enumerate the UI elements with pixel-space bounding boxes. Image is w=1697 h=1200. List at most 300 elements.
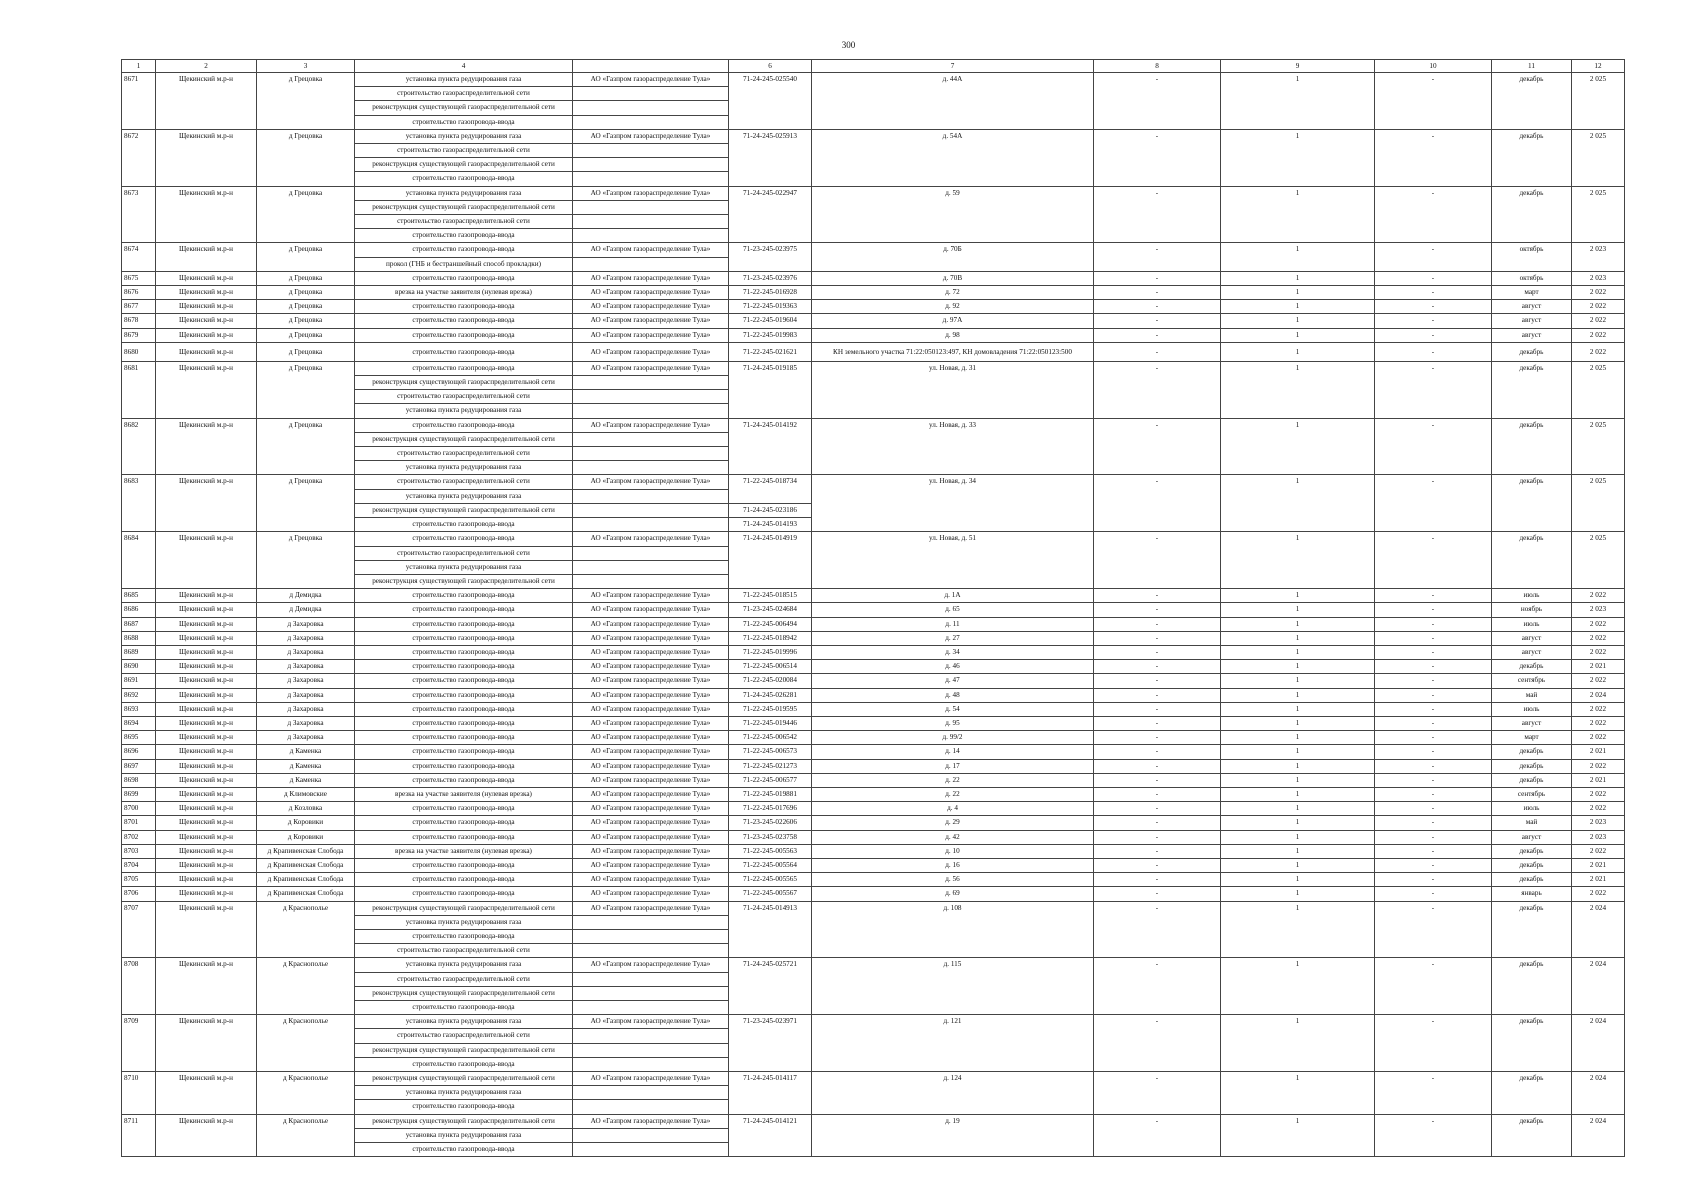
month-cell: декабрь	[1492, 418, 1572, 475]
work-type-cell: реконструкция существующей газораспределительной сети	[355, 986, 573, 1000]
address-cell: д. 95	[812, 716, 1094, 730]
district-cell: Щекинский м.р-н	[156, 631, 257, 645]
address-cell: д. 121	[812, 1015, 1094, 1072]
year-cell: 2 025	[1572, 73, 1625, 130]
year-cell: 2 022	[1572, 802, 1625, 816]
header-cell: 2	[156, 60, 257, 73]
organization-cell	[573, 489, 729, 503]
locality-cell: д Захаровка	[257, 716, 355, 730]
locality-cell: д Захаровка	[257, 660, 355, 674]
locality-cell: д Коровики	[257, 816, 355, 830]
col9-cell: 1	[1221, 418, 1375, 475]
district-cell: Щекинский м.р-н	[156, 271, 257, 285]
record-id-cell: 8679	[122, 328, 156, 342]
district-cell: Щекинский м.р-н	[156, 702, 257, 716]
work-type-cell: строительство газораспределительной сети	[355, 972, 573, 986]
year-cell: 2 024	[1572, 901, 1625, 958]
address-cell: д. 92	[812, 300, 1094, 314]
application-code-cell: 71-24-245-014919	[729, 532, 812, 589]
application-code-cell: 71-24-245-014117	[729, 1072, 812, 1115]
year-cell: 2 022	[1572, 314, 1625, 328]
month-cell: декабрь	[1492, 129, 1572, 186]
year-cell: 2 022	[1572, 674, 1625, 688]
col8-cell: -	[1094, 745, 1221, 759]
district-cell: Щекинский м.р-н	[156, 731, 257, 745]
organization-cell	[573, 376, 729, 390]
col10-cell: -	[1375, 631, 1492, 645]
table-row	[122, 1114, 1625, 1128]
col10-cell: -	[1375, 286, 1492, 300]
col10-cell: -	[1375, 589, 1492, 603]
col9-cell: 1	[1221, 688, 1375, 702]
work-type-cell: строительство газораспределительной сети	[355, 390, 573, 404]
record-id-cell: 8677	[122, 300, 156, 314]
month-cell: июль	[1492, 589, 1572, 603]
application-code-cell: 71-22-245-005565	[729, 873, 812, 887]
district-cell: Щекинский м.р-н	[156, 300, 257, 314]
col8-cell: -	[1094, 617, 1221, 631]
locality-cell: д Климовские	[257, 787, 355, 801]
col8-cell: -	[1094, 532, 1221, 589]
district-cell: Щекинский м.р-н	[156, 830, 257, 844]
address-cell: д. 65	[812, 603, 1094, 617]
locality-cell: д Грецовка	[257, 361, 355, 418]
record-id-cell: 8687	[122, 617, 156, 631]
organization-cell: АО «Газпром газораспределение Тула»	[573, 830, 729, 844]
col9-cell: 1	[1221, 300, 1375, 314]
record-id-cell: 8683	[122, 475, 156, 532]
year-cell: 2 023	[1572, 603, 1625, 617]
application-code-cell: 71-24-245-025913	[729, 129, 812, 186]
application-code-cell: 71-22-245-006514	[729, 660, 812, 674]
col9-cell: 1	[1221, 830, 1375, 844]
table-row	[122, 731, 1625, 745]
year-cell: 2 022	[1572, 787, 1625, 801]
month-cell: октябрь	[1492, 271, 1572, 285]
col9-cell: 1	[1221, 328, 1375, 342]
table-row	[122, 688, 1625, 702]
organization-cell: АО «Газпром газораспределение Тула»	[573, 475, 729, 489]
district-cell: Щекинский м.р-н	[156, 418, 257, 475]
organization-cell: АО «Газпром газораспределение Тула»	[573, 589, 729, 603]
address-cell: д. 115	[812, 958, 1094, 1015]
header-cell: 10	[1375, 60, 1492, 73]
application-code-cell: 71-22-245-005567	[729, 887, 812, 901]
month-cell: декабрь	[1492, 1015, 1572, 1072]
application-code-cell: 71-24-245-014192	[729, 418, 812, 475]
organization-cell: АО «Газпром газораспределение Тула»	[573, 532, 729, 546]
organization-cell: АО «Газпром газораспределение Тула»	[573, 1015, 729, 1029]
col8-cell: -	[1094, 873, 1221, 887]
record-id-cell: 8691	[122, 674, 156, 688]
record-id-cell: 8678	[122, 314, 156, 328]
month-cell: октябрь	[1492, 243, 1572, 271]
application-code-cell: 71-22-245-019595	[729, 702, 812, 716]
record-id-cell: 8695	[122, 731, 156, 745]
work-type-cell: реконструкция существующей газораспределительной сети	[355, 901, 573, 915]
organization-cell	[573, 87, 729, 101]
col10-cell: -	[1375, 271, 1492, 285]
address-cell: д. 22	[812, 773, 1094, 787]
work-type-cell: строительство газопровода-ввода	[355, 314, 573, 328]
organization-cell	[573, 1128, 729, 1142]
organization-cell: АО «Газпром газораспределение Тула»	[573, 1114, 729, 1128]
col9-cell: 1	[1221, 773, 1375, 787]
col8-cell: -	[1094, 958, 1221, 1015]
table-row	[122, 617, 1625, 631]
record-id-cell: 8688	[122, 631, 156, 645]
col9-cell: 1	[1221, 787, 1375, 801]
organization-cell	[573, 158, 729, 172]
table-row	[122, 1015, 1625, 1029]
col8-cell: -	[1094, 286, 1221, 300]
organization-cell: АО «Газпром газораспределение Тула»	[573, 603, 729, 617]
month-cell: декабрь	[1492, 773, 1572, 787]
work-type-cell: реконструкция существующей газораспределительной сети	[355, 101, 573, 115]
month-cell: август	[1492, 716, 1572, 730]
col8-cell: -	[1094, 731, 1221, 745]
col10-cell: -	[1375, 901, 1492, 958]
col8-cell: -	[1094, 858, 1221, 872]
locality-cell: д Крапивенская Слобода	[257, 844, 355, 858]
organization-cell	[573, 404, 729, 418]
work-type-cell: реконструкция существующей газораспределительной сети	[355, 1043, 573, 1057]
record-id-cell: 8673	[122, 186, 156, 243]
work-type-cell: строительство газопровода-ввода	[355, 759, 573, 773]
district-cell: Щекинский м.р-н	[156, 286, 257, 300]
col9-cell: 1	[1221, 271, 1375, 285]
district-cell: Щекинский м.р-н	[156, 186, 257, 243]
organization-cell: АО «Газпром газораспределение Тула»	[573, 873, 729, 887]
col8-cell: -	[1094, 645, 1221, 659]
address-cell: ул. Новая, д. 31	[812, 361, 1094, 418]
work-type-cell: строительство газопровода-ввода	[355, 243, 573, 257]
header-cell: 4	[355, 60, 573, 73]
month-cell: май	[1492, 816, 1572, 830]
work-type-cell: строительство газопровода-ввода	[355, 617, 573, 631]
application-code-cell: 71-22-245-018515	[729, 589, 812, 603]
work-type-cell: строительство газопровода-ввода	[355, 1143, 573, 1157]
year-cell: 2 022	[1572, 328, 1625, 342]
col8-cell: -	[1094, 844, 1221, 858]
organization-cell: АО «Газпром газораспределение Тула»	[573, 243, 729, 257]
organization-cell: АО «Газпром газораспределение Тула»	[573, 802, 729, 816]
work-type-cell: строительство газопровода-ввода	[355, 361, 573, 375]
table-row	[122, 745, 1625, 759]
year-cell: 2 023	[1572, 816, 1625, 830]
month-cell: декабрь	[1492, 759, 1572, 773]
locality-cell: д Грецовка	[257, 300, 355, 314]
table-row	[122, 858, 1625, 872]
month-cell: август	[1492, 300, 1572, 314]
district-cell: Щекинский м.р-н	[156, 759, 257, 773]
address-cell: КН земельного участка 71:22:050123:497, КН домовладения 71:22:050123:500	[812, 342, 1094, 361]
locality-cell: д Захаровка	[257, 688, 355, 702]
district-cell: Щекинский м.р-н	[156, 773, 257, 787]
col10-cell: -	[1375, 858, 1492, 872]
address-cell: д. 47	[812, 674, 1094, 688]
locality-cell: д Грецовка	[257, 532, 355, 589]
organization-cell	[573, 560, 729, 574]
organization-cell	[573, 929, 729, 943]
locality-cell: д Демидка	[257, 589, 355, 603]
year-cell: 2 021	[1572, 773, 1625, 787]
record-id-cell: 8676	[122, 286, 156, 300]
record-id-cell: 8706	[122, 887, 156, 901]
month-cell: декабрь	[1492, 844, 1572, 858]
record-id-cell: 8680	[122, 342, 156, 361]
record-id-cell: 8707	[122, 901, 156, 958]
work-type-cell: строительство газопровода-ввода	[355, 802, 573, 816]
district-cell: Щекинский м.р-н	[156, 802, 257, 816]
application-code-cell: 71-22-245-017696	[729, 802, 812, 816]
record-id-cell: 8690	[122, 660, 156, 674]
header-cell: 8	[1094, 60, 1221, 73]
table-row	[122, 702, 1625, 716]
application-code-cell: 71-23-245-023976	[729, 271, 812, 285]
col8-cell: -	[1094, 342, 1221, 361]
col8-cell: -	[1094, 702, 1221, 716]
table-row	[122, 328, 1625, 342]
organization-cell	[573, 144, 729, 158]
locality-cell: д Захаровка	[257, 674, 355, 688]
col8-cell: -	[1094, 1015, 1221, 1072]
address-cell: д. 98	[812, 328, 1094, 342]
organization-cell	[573, 503, 729, 517]
district-cell: Щекинский м.р-н	[156, 660, 257, 674]
district-cell: Щекинский м.р-н	[156, 901, 257, 958]
district-cell: Щекинский м.р-н	[156, 342, 257, 361]
col10-cell: -	[1375, 475, 1492, 532]
col10-cell: -	[1375, 129, 1492, 186]
record-id-cell: 8672	[122, 129, 156, 186]
table-row	[122, 887, 1625, 901]
col10-cell: -	[1375, 887, 1492, 901]
application-code-cell: 71-22-245-006542	[729, 731, 812, 745]
application-code-cell: 71-22-245-018734	[729, 475, 812, 489]
col8-cell: -	[1094, 830, 1221, 844]
col10-cell: -	[1375, 1015, 1492, 1072]
organization-cell: АО «Газпром газораспределение Тула»	[573, 660, 729, 674]
address-cell: д. 29	[812, 816, 1094, 830]
month-cell: декабрь	[1492, 1072, 1572, 1115]
col10-cell: -	[1375, 830, 1492, 844]
district-cell: Щекинский м.р-н	[156, 674, 257, 688]
organization-cell: АО «Газпром газораспределение Тула»	[573, 73, 729, 87]
organization-cell: АО «Газпром газораспределение Тула»	[573, 645, 729, 659]
organization-cell: АО «Газпром газораспределение Тула»	[573, 958, 729, 972]
col10-cell: -	[1375, 674, 1492, 688]
col10-cell: -	[1375, 716, 1492, 730]
address-cell: д. 48	[812, 688, 1094, 702]
organization-cell	[573, 432, 729, 446]
col10-cell: -	[1375, 759, 1492, 773]
month-cell: май	[1492, 688, 1572, 702]
year-cell: 2 024	[1572, 1072, 1625, 1115]
work-type-cell: строительство газораспределительной сети	[355, 144, 573, 158]
col10-cell: -	[1375, 958, 1492, 1015]
organization-cell: АО «Газпром газораспределение Тула»	[573, 844, 729, 858]
table-row	[122, 361, 1625, 375]
locality-cell: д Грецовка	[257, 73, 355, 130]
col8-cell: -	[1094, 603, 1221, 617]
record-id-cell: 8694	[122, 716, 156, 730]
table-row	[122, 759, 1625, 773]
month-cell: сентябрь	[1492, 674, 1572, 688]
district-cell: Щекинский м.р-н	[156, 1072, 257, 1115]
header-cell: 11	[1492, 60, 1572, 73]
col10-cell: -	[1375, 731, 1492, 745]
work-type-cell: строительство газораспределительной сети	[355, 215, 573, 229]
address-cell: ул. Новая, д. 34	[812, 475, 1094, 532]
organization-cell	[573, 546, 729, 560]
year-cell: 2 025	[1572, 186, 1625, 243]
month-cell: декабрь	[1492, 342, 1572, 361]
col10-cell: -	[1375, 787, 1492, 801]
locality-cell: д Захаровка	[257, 702, 355, 716]
record-id-cell: 8682	[122, 418, 156, 475]
work-type-cell: установка пункта редуцирования газа	[355, 958, 573, 972]
locality-cell: д Каменка	[257, 773, 355, 787]
organization-cell: АО «Газпром газораспределение Тула»	[573, 787, 729, 801]
table-row	[122, 418, 1625, 432]
month-cell: март	[1492, 731, 1572, 745]
col9-cell: 1	[1221, 745, 1375, 759]
work-type-cell: установка пункта редуцирования газа	[355, 186, 573, 200]
col8-cell: -	[1094, 129, 1221, 186]
month-cell: декабрь	[1492, 858, 1572, 872]
address-cell: д. 14	[812, 745, 1094, 759]
locality-cell: д Крапивенская Слобода	[257, 858, 355, 872]
header-cell: 12	[1572, 60, 1625, 73]
work-type-cell: реконструкция существующей газораспределительной сети	[355, 376, 573, 390]
col8-cell: -	[1094, 716, 1221, 730]
address-cell: д. 1А	[812, 589, 1094, 603]
year-cell: 2 022	[1572, 342, 1625, 361]
col10-cell: -	[1375, 532, 1492, 589]
table-row	[122, 958, 1625, 972]
organization-cell: АО «Газпром газораспределение Тула»	[573, 1072, 729, 1086]
locality-cell: д Краснополье	[257, 1072, 355, 1115]
col8-cell: -	[1094, 660, 1221, 674]
district-cell: Щекинский м.р-н	[156, 1114, 257, 1157]
district-cell: Щекинский м.р-н	[156, 314, 257, 328]
table-row	[122, 589, 1625, 603]
application-code-cell: 71-22-245-005563	[729, 844, 812, 858]
year-cell: 2 022	[1572, 300, 1625, 314]
work-type-cell: прокол (ГНБ и бестраншейный способ прокладки)	[355, 257, 573, 271]
organization-cell	[573, 986, 729, 1000]
work-type-cell: строительство газопровода-ввода	[355, 271, 573, 285]
address-cell: д. 99/2	[812, 731, 1094, 745]
organization-cell	[573, 972, 729, 986]
application-code-cell: 71-23-245-024684	[729, 603, 812, 617]
organization-cell	[573, 944, 729, 958]
table-row	[122, 901, 1625, 915]
col10-cell: -	[1375, 745, 1492, 759]
organization-cell: АО «Газпром газораспределение Тула»	[573, 631, 729, 645]
district-cell: Щекинский м.р-н	[156, 688, 257, 702]
col10-cell: -	[1375, 418, 1492, 475]
address-cell: ул. Новая, д. 33	[812, 418, 1094, 475]
work-type-cell: строительство газопровода-ввода	[355, 172, 573, 186]
organization-cell	[573, 461, 729, 475]
year-cell: 2 022	[1572, 631, 1625, 645]
district-cell: Щекинский м.р-н	[156, 129, 257, 186]
year-cell: 2 023	[1572, 830, 1625, 844]
application-code-cell: 71-22-245-019363	[729, 300, 812, 314]
col9-cell: 1	[1221, 186, 1375, 243]
locality-cell: д Грецовка	[257, 243, 355, 271]
col10-cell: -	[1375, 660, 1492, 674]
year-cell: 2 022	[1572, 702, 1625, 716]
record-id-cell: 8696	[122, 745, 156, 759]
table-row	[122, 271, 1625, 285]
record-id-cell: 8711	[122, 1114, 156, 1157]
table-row	[122, 773, 1625, 787]
locality-cell: д Коровики	[257, 830, 355, 844]
locality-cell: д Грецовка	[257, 328, 355, 342]
organization-cell	[573, 1100, 729, 1114]
record-id-cell: 8686	[122, 603, 156, 617]
locality-cell: д Захаровка	[257, 645, 355, 659]
district-cell: Щекинский м.р-н	[156, 873, 257, 887]
application-code-cell: 71-22-245-006577	[729, 773, 812, 787]
application-code-cell: 71-22-245-005564	[729, 858, 812, 872]
col10-cell: -	[1375, 1072, 1492, 1115]
organization-cell: АО «Газпром газораспределение Тула»	[573, 702, 729, 716]
organization-cell	[573, 1143, 729, 1157]
organization-cell: АО «Газпром газораспределение Тула»	[573, 901, 729, 915]
organization-cell: АО «Газпром газораспределение Тула»	[573, 328, 729, 342]
col9-cell: 1	[1221, 631, 1375, 645]
table-row	[122, 631, 1625, 645]
work-type-cell: строительство газопровода-ввода	[355, 773, 573, 787]
col9-cell: 1	[1221, 73, 1375, 130]
col9-cell: 1	[1221, 802, 1375, 816]
table-row	[122, 243, 1625, 257]
work-type-cell: строительство газопровода-ввода	[355, 1001, 573, 1015]
address-cell: д. 16	[812, 858, 1094, 872]
header-cell: 7	[812, 60, 1094, 73]
record-id-cell: 8705	[122, 873, 156, 887]
address-cell: д. 97А	[812, 314, 1094, 328]
work-type-cell: строительство газопровода-ввода	[355, 816, 573, 830]
col8-cell: -	[1094, 759, 1221, 773]
organization-cell: АО «Газпром газораспределение Тула»	[573, 759, 729, 773]
record-id-cell: 8703	[122, 844, 156, 858]
col9-cell: 1	[1221, 475, 1375, 532]
col9-cell: 1	[1221, 589, 1375, 603]
locality-cell: д Каменка	[257, 745, 355, 759]
work-type-cell: установка пункта редуцирования газа	[355, 1086, 573, 1100]
locality-cell: д Демидка	[257, 603, 355, 617]
year-cell: 2 022	[1572, 759, 1625, 773]
work-type-cell: строительство газораспределительной сети	[355, 447, 573, 461]
year-cell: 2 022	[1572, 716, 1625, 730]
table-row	[122, 674, 1625, 688]
col9-cell: 1	[1221, 1015, 1375, 1072]
header-row	[122, 60, 1625, 73]
address-cell: д. 11	[812, 617, 1094, 631]
year-cell: 2 025	[1572, 361, 1625, 418]
col10-cell: -	[1375, 816, 1492, 830]
col8-cell: -	[1094, 631, 1221, 645]
table-row	[122, 286, 1625, 300]
col10-cell: -	[1375, 314, 1492, 328]
table-row	[122, 873, 1625, 887]
col8-cell: -	[1094, 802, 1221, 816]
